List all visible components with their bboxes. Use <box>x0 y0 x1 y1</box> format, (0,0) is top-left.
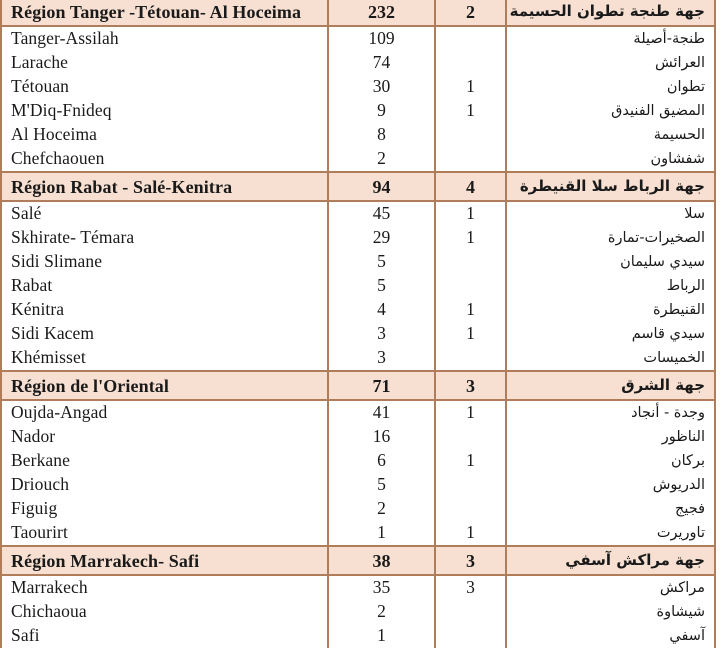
region-header-row <box>1 546 715 575</box>
table-row <box>1 400 715 425</box>
cases-count: 5 <box>328 473 435 497</box>
table-row <box>1 26 715 51</box>
table-row <box>1 600 715 624</box>
deaths-count: 1 <box>435 201 506 226</box>
table-row <box>1 521 715 546</box>
region-header-row <box>1 0 715 26</box>
region-name-fr: Région de l'Oriental <box>1 371 328 400</box>
province-name-fr: Khémisset <box>1 346 328 371</box>
province-name-ar: سيدي قاسم <box>506 322 715 346</box>
deaths-count <box>435 624 506 648</box>
table-row <box>1 497 715 521</box>
table-row <box>1 75 715 99</box>
cases-count: 3 <box>328 346 435 371</box>
cases-count: 109 <box>328 26 435 51</box>
deaths-count <box>435 497 506 521</box>
table-row <box>1 51 715 75</box>
deaths-count <box>435 473 506 497</box>
province-name-ar: تطوان <box>506 75 715 99</box>
cases-count: 9 <box>328 99 435 123</box>
province-name-fr: Chefchaouen <box>1 147 328 172</box>
table-row <box>1 298 715 322</box>
province-name-ar: تاوريرت <box>506 521 715 546</box>
cases-count: 5 <box>328 274 435 298</box>
cases-count: 71 <box>328 371 435 400</box>
cases-count: 30 <box>328 75 435 99</box>
table-body <box>1 0 715 648</box>
deaths-count: 4 <box>435 172 506 201</box>
cases-count: 1 <box>328 624 435 648</box>
cases-count: 8 <box>328 123 435 147</box>
province-name-ar: فجيج <box>506 497 715 521</box>
deaths-count: 1 <box>435 75 506 99</box>
table-row <box>1 322 715 346</box>
province-name-ar: الخميسات <box>506 346 715 371</box>
deaths-count <box>435 51 506 75</box>
province-name-fr: Kénitra <box>1 298 328 322</box>
cases-count: 74 <box>328 51 435 75</box>
province-name-ar: الدريوش <box>506 473 715 497</box>
table-row <box>1 346 715 371</box>
cases-count: 41 <box>328 400 435 425</box>
region-name-fr: Région Marrakech- Safi <box>1 546 328 575</box>
cases-count: 6 <box>328 449 435 473</box>
cases-count: 3 <box>328 322 435 346</box>
cases-count: 2 <box>328 497 435 521</box>
province-name-fr: Safi <box>1 624 328 648</box>
table-row <box>1 201 715 226</box>
table-row <box>1 99 715 123</box>
province-name-ar: الناظور <box>506 425 715 449</box>
province-name-fr: Nador <box>1 425 328 449</box>
province-name-fr: Sidi Kacem <box>1 322 328 346</box>
province-name-fr: M'Diq-Fnideq <box>1 99 328 123</box>
cases-count: 35 <box>328 575 435 600</box>
table-row <box>1 250 715 274</box>
province-name-fr: Salé <box>1 201 328 226</box>
deaths-count: 1 <box>435 521 506 546</box>
cases-count: 29 <box>328 226 435 250</box>
cases-count: 232 <box>328 0 435 26</box>
deaths-count: 1 <box>435 99 506 123</box>
province-name-fr: Larache <box>1 51 328 75</box>
deaths-count: 1 <box>435 400 506 425</box>
cases-count: 38 <box>328 546 435 575</box>
province-name-fr: Chichaoua <box>1 600 328 624</box>
province-name-fr: Figuig <box>1 497 328 521</box>
province-name-fr: Sidi Slimane <box>1 250 328 274</box>
cases-count: 2 <box>328 147 435 172</box>
province-name-ar: الرباط <box>506 274 715 298</box>
table-row <box>1 575 715 600</box>
province-name-fr: Oujda-Angad <box>1 400 328 425</box>
province-name-fr: Rabat <box>1 274 328 298</box>
province-name-ar: العرائش <box>506 51 715 75</box>
province-name-fr: Skhirate- Témara <box>1 226 328 250</box>
province-name-ar: شيشاوة <box>506 600 715 624</box>
province-name-ar: القنيطرة <box>506 298 715 322</box>
table-row <box>1 473 715 497</box>
region-name-ar: جهة الشرق <box>506 371 715 400</box>
cases-count: 4 <box>328 298 435 322</box>
province-name-fr: Tétouan <box>1 75 328 99</box>
deaths-count: 1 <box>435 298 506 322</box>
province-name-ar: الحسيمة <box>506 123 715 147</box>
table-row <box>1 147 715 172</box>
province-name-fr: Taourirt <box>1 521 328 546</box>
region-name-ar: جهة الرباط سلا القنيطرة <box>506 172 715 201</box>
province-name-ar: وجدة - أنجاد <box>506 400 715 425</box>
table-row <box>1 274 715 298</box>
province-name-ar: شفشاون <box>506 147 715 172</box>
province-name-ar: سيدي سليمان <box>506 250 715 274</box>
region-name-fr: Région Rabat - Salé-Kenitra <box>1 172 328 201</box>
cases-count: 1 <box>328 521 435 546</box>
deaths-count: 2 <box>435 0 506 26</box>
deaths-count <box>435 123 506 147</box>
province-name-ar: المضيق الفنيدق <box>506 99 715 123</box>
province-name-fr: Marrakech <box>1 575 328 600</box>
cases-count: 16 <box>328 425 435 449</box>
deaths-count: 1 <box>435 226 506 250</box>
province-name-fr: Berkane <box>1 449 328 473</box>
province-name-fr: Tanger-Assilah <box>1 26 328 51</box>
deaths-count <box>435 425 506 449</box>
cases-count: 5 <box>328 250 435 274</box>
region-name-ar: جهة طنجة تطوان الحسيمة <box>506 0 715 26</box>
region-header-row <box>1 371 715 400</box>
region-header-row <box>1 172 715 201</box>
cases-count: 45 <box>328 201 435 226</box>
table-row <box>1 226 715 250</box>
province-name-ar: مراكش <box>506 575 715 600</box>
deaths-count <box>435 346 506 371</box>
province-name-fr: Al Hoceima <box>1 123 328 147</box>
table-row <box>1 425 715 449</box>
deaths-count: 1 <box>435 322 506 346</box>
deaths-count <box>435 26 506 51</box>
deaths-count <box>435 250 506 274</box>
region-name-ar: جهة مراكش آسفي <box>506 546 715 575</box>
cases-count: 2 <box>328 600 435 624</box>
deaths-count <box>435 600 506 624</box>
deaths-count: 3 <box>435 575 506 600</box>
table-row <box>1 624 715 648</box>
deaths-count <box>435 147 506 172</box>
table-row <box>1 449 715 473</box>
deaths-count: 1 <box>435 449 506 473</box>
province-name-ar: طنجة-أصيلة <box>506 26 715 51</box>
deaths-count: 3 <box>435 371 506 400</box>
province-name-ar: آسفي <box>506 624 715 648</box>
table-row <box>1 123 715 147</box>
deaths-count <box>435 274 506 298</box>
cases-count: 94 <box>328 172 435 201</box>
province-name-fr: Driouch <box>1 473 328 497</box>
province-name-ar: سلا <box>506 201 715 226</box>
province-name-ar: الصخيرات-تمارة <box>506 226 715 250</box>
region-name-fr: Région Tanger -Tétouan- Al Hoceima <box>1 0 328 26</box>
province-name-ar: بركان <box>506 449 715 473</box>
deaths-count: 3 <box>435 546 506 575</box>
